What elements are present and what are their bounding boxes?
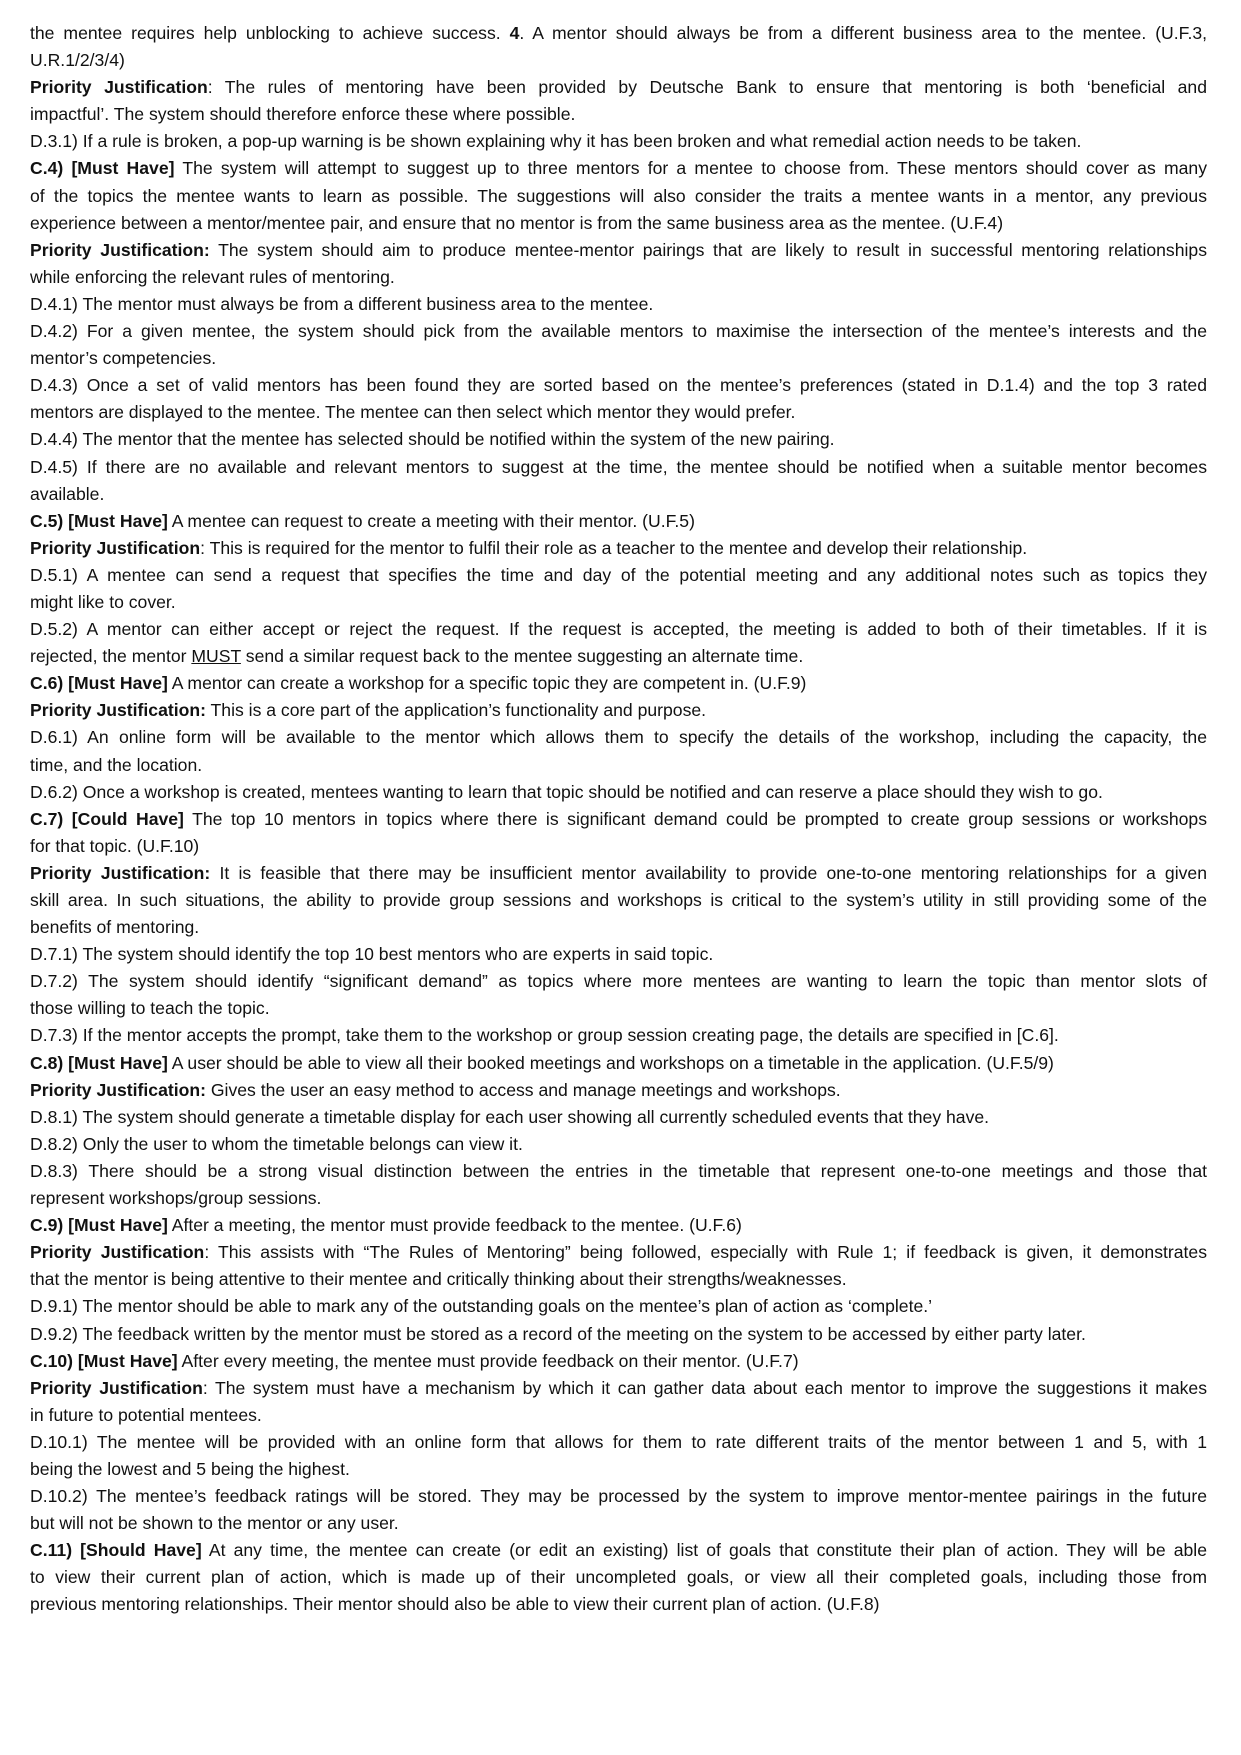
- bold-text: Priority Justification:: [30, 700, 206, 721]
- text-line: [30, 74, 1207, 101]
- text-run: : The rules of mentoring have been provided by Deutsche Bank to ensure that mentoring is both ‘beneficial and: [207, 77, 1207, 98]
- text-run: available.: [30, 483, 105, 504]
- text-line: [30, 1348, 1207, 1375]
- text-line: [30, 1375, 1207, 1402]
- text-run: D.3.1) If a rule is broken, a pop-up warning is be shown explaining why it has been broken and what remedial action needs to be taken.: [30, 131, 1082, 152]
- bold-text: Priority Justification: [30, 537, 201, 558]
- text-line: [30, 1239, 1207, 1266]
- text-line: [30, 833, 1207, 860]
- text-run: experience between a mentor/mentee pair, and ensure that no mentor is from the same business area as the mentee. (U.F.4): [30, 212, 1004, 233]
- text-line: [30, 589, 1207, 616]
- text-line: [30, 481, 1207, 508]
- text-line: [30, 101, 1207, 128]
- text-run: D.4.1) The mentor must always be from a different business area to the mentee.: [30, 293, 654, 314]
- text-run: the mentee requires help unblocking to achieve success.: [30, 23, 510, 43]
- text-run: D.10.1) The mentee will be provided with an online form that allows for them to rate different traits of the mentor between 1 and 5, with 1: [30, 1431, 1207, 1452]
- text-run: benefits of mentoring.: [30, 917, 200, 938]
- text-line: [30, 643, 1207, 670]
- text-run: D.5.1) A mentee can send a request that specifies the time and day of the potential meeting and any additional notes such as topics they: [30, 564, 1207, 585]
- text-run: This is a core part of the application’s functionality and purpose.: [205, 700, 707, 721]
- text-line: [30, 1212, 1207, 1239]
- text-run: but will not be shown to the mentor or any user.: [30, 1513, 399, 1534]
- text-run: represent workshops/group sessions.: [30, 1188, 322, 1209]
- text-run: D.6.1) An online form will be available to the mentor which allows them to specify the details of the workshop, including the capacity, the: [30, 727, 1207, 748]
- text-line: [30, 914, 1207, 941]
- text-run: previous mentoring relationships. Their mentor should also be able to view their current plan of action. (U.F.8): [30, 1594, 880, 1615]
- text-run: in future to potential mentees.: [30, 1404, 262, 1425]
- text-line: [30, 291, 1207, 318]
- text-line: [30, 1402, 1207, 1429]
- text-run: D.10.2) The mentee’s feedback ratings will be stored. They may be processed by the system to improve mentor-mentee pairings in the future: [30, 1486, 1207, 1507]
- bold-text: Priority Justification: [30, 1377, 203, 1398]
- text-run: D.4.2) For a given mentee, the system should pick from the available mentors to maximise the intersection of the mentee’s interests and the: [30, 321, 1207, 342]
- text-line: [30, 318, 1207, 345]
- text-line: [30, 183, 1207, 210]
- text-line: [30, 1483, 1207, 1510]
- bold-text: C.4) [Must Have]: [30, 158, 175, 179]
- text-line: [30, 1429, 1207, 1456]
- text-run: U.R.1/2/3/4): [30, 50, 125, 71]
- bold-text: Priority Justification:: [30, 1079, 206, 1100]
- text-run: D.9.1) The mentor should be able to mark any of the outstanding goals on the mentee’s plan of action as ‘complete.’: [30, 1296, 933, 1317]
- text-line: [30, 995, 1207, 1022]
- bold-text: 4: [509, 23, 520, 43]
- text-line: [30, 887, 1207, 914]
- underlined-text: MUST: [191, 646, 241, 667]
- bold-text: C.9) [Must Have]: [30, 1215, 168, 1236]
- text-run: while enforcing the relevant rules of mentoring.: [30, 266, 395, 287]
- text-run: D.8.1) The system should generate a timetable display for each user showing all currently scheduled events that they have.: [30, 1106, 990, 1127]
- bold-text: Priority Justification: [30, 77, 208, 98]
- text-run: skill area. In such situations, the ability to provide group sessions and workshops is critical to the system’s utility in still providing some of the: [30, 890, 1207, 910]
- text-run: After a meeting, the mentor must provide feedback to the mentee. (U.F.6): [167, 1215, 742, 1236]
- bold-text: C.11) [Should Have]: [30, 1540, 202, 1561]
- text-line: [30, 1077, 1207, 1104]
- text-line: [30, 47, 1207, 74]
- text-line: [30, 941, 1207, 968]
- text-run: It is feasible that there may be insufficient mentor availability to provide one-to-one mentoring relationships for a given: [210, 862, 1207, 883]
- text-line: [30, 535, 1207, 562]
- text-line: [30, 968, 1207, 995]
- text-line: [30, 1158, 1207, 1185]
- text-run: to view their current plan of action, which is made up of their uncompleted goals, or view all their completed goals, including those from: [30, 1567, 1207, 1588]
- text-line: [30, 210, 1207, 237]
- bold-text: C.6) [Must Have]: [30, 673, 168, 694]
- text-run: D.5.2) A mentor can either accept or reject the request. If the request is accepted, the meeting is added to both of their timetables. If it is: [30, 619, 1207, 640]
- text-line: [30, 372, 1207, 399]
- text-line: [30, 1537, 1207, 1564]
- text-line: [30, 128, 1207, 155]
- text-run: D.7.2) The system should identify “significant demand” as topics where more mentees are wanting to learn the topic than mentor slots of: [30, 971, 1207, 992]
- text-line: [30, 1510, 1207, 1537]
- text-line: [30, 155, 1207, 182]
- text-run: A mentor can create a workshop for a specific topic they are competent in. (U.F.9): [167, 673, 807, 694]
- bold-text: Priority Justification: [30, 1242, 205, 1263]
- bold-text: C.5) [Must Have]: [30, 510, 168, 531]
- text-run: that the mentor is being attentive to their mentee and critically thinking about their strengths/weaknesses.: [30, 1269, 847, 1290]
- bold-text: C.10) [Must Have]: [30, 1350, 178, 1371]
- text-run: At any time, the mentee can create (or edit an existing) list of goals that constitute their plan of action. They will be able: [201, 1540, 1208, 1561]
- text-line: [30, 1266, 1207, 1293]
- text-run: mentors are displayed to the mentee. The mentee can then select which mentor they would prefer.: [30, 402, 796, 423]
- text-line: [30, 1104, 1207, 1131]
- text-run: might like to cover.: [30, 591, 176, 612]
- text-line: [30, 724, 1207, 751]
- text-line: [30, 806, 1207, 833]
- text-run: : This assists with “The Rules of Mentoring” being followed, especially with Rule 1; if feedback is given, it demonstrates: [204, 1242, 1207, 1263]
- text-run: D.7.3) If the mentor accepts the prompt, take them to the workshop or group session creating page, the details are specified in [C.6].: [30, 1025, 1059, 1046]
- text-run: D.4.4) The mentor that the mentee has selected should be notified within the system of the new pairing.: [30, 429, 835, 450]
- text-line: [30, 670, 1207, 697]
- text-run: D.4.3) Once a set of valid mentors has been found they are sorted based on the mentee’s preferences (stated in D.1.4) and the top 3 rated: [30, 375, 1207, 396]
- text-line: [30, 697, 1207, 724]
- text-run: : The system must have a mechanism by which it can gather data about each mentor to improve the suggestions it makes: [202, 1377, 1208, 1398]
- text-line: [30, 1456, 1207, 1483]
- text-run: rejected, the mentor: [30, 646, 192, 667]
- text-line: [30, 562, 1207, 589]
- text-line: [30, 264, 1207, 291]
- text-line: [30, 454, 1207, 481]
- text-line: [30, 1131, 1207, 1158]
- text-run: . A mentor should always be from a different business area to the mentee. (U.F.3,: [519, 23, 1208, 43]
- text-run: The system will attempt to suggest up to three mentors for a mentee to choose from. These mentors should cover as many: [174, 158, 1207, 179]
- text-run: D.8.3) There should be a strong visual distinction between the entries in the timetable that represent one-to-one meetings and those that: [30, 1160, 1207, 1181]
- text-run: A user should be able to view all their booked meetings and workshops on a timetable in the application. (U.F.5/9): [167, 1052, 1054, 1073]
- text-run: for that topic. (U.F.10): [30, 835, 200, 856]
- text-run: D.4.5) If there are no available and relevant mentors to suggest at the time, the mentee should be notified when a suitable mentor becomes: [30, 456, 1207, 477]
- text-run: The top 10 mentors in topics where there is significant demand could be prompted to create group sessions or workshops: [183, 808, 1207, 829]
- text-run: mentor’s competencies.: [30, 348, 217, 369]
- text-line: [30, 1050, 1207, 1077]
- text-line: [30, 1564, 1207, 1591]
- text-run: After every meeting, the mentee must provide feedback on their mentor. (U.F.7): [177, 1350, 799, 1371]
- text-line: [30, 1022, 1207, 1049]
- text-line: [30, 752, 1207, 779]
- text-line: [30, 237, 1207, 264]
- text-line: [30, 1293, 1207, 1320]
- text-line: [30, 1185, 1207, 1212]
- text-run: send a similar request back to the mentee suggesting an alternate time.: [240, 646, 804, 667]
- text-run: impactful’. The system should therefore enforce these where possible.: [30, 104, 576, 125]
- text-line: [30, 508, 1207, 535]
- text-line: [30, 1321, 1207, 1348]
- text-run: those willing to teach the topic.: [30, 998, 270, 1019]
- text-line: [30, 616, 1207, 643]
- text-line: [30, 345, 1207, 372]
- text-line: [30, 426, 1207, 453]
- bold-text: C.8) [Must Have]: [30, 1052, 168, 1073]
- text-run: time, and the location.: [30, 754, 203, 775]
- bold-text: Priority Justification:: [30, 862, 211, 883]
- text-run: D.7.1) The system should identify the top 10 best mentors who are experts in said topic.: [30, 944, 714, 965]
- bold-text: C.7) [Could Have]: [30, 808, 184, 829]
- text-run: : This is required for the mentor to fulfil their role as a teacher to the mentee and develop their relationship.: [200, 537, 1028, 558]
- text-run: The system should aim to produce mentee-mentor pairings that are likely to result in successful mentoring relationships: [209, 239, 1207, 260]
- text-run: being the lowest and 5 being the highest.: [30, 1458, 350, 1479]
- bold-text: Priority Justification:: [30, 239, 210, 260]
- text-run: of the topics the mentee wants to learn as possible. The suggestions will also consider the traits a mentee wants in a mentor, any previous: [30, 185, 1207, 206]
- text-line: [30, 20, 1207, 47]
- text-line: [30, 860, 1207, 887]
- text-line: [30, 399, 1207, 426]
- text-line: [30, 779, 1207, 806]
- text-run: D.9.2) The feedback written by the mentor must be stored as a record of the meeting on the system to be accessed by either party later.: [30, 1323, 1086, 1344]
- text-line: [30, 1591, 1207, 1618]
- text-run: D.6.2) Once a workshop is created, mentees wanting to learn that topic should be notified and can reserve a place should they wish to go.: [30, 781, 1103, 802]
- text-run: Gives the user an easy method to access and manage meetings and workshops.: [205, 1079, 841, 1100]
- text-run: D.8.2) Only the user to whom the timetable belongs can view it.: [30, 1133, 523, 1154]
- text-run: A mentee can request to create a meeting with their mentor. (U.F.5): [167, 510, 695, 531]
